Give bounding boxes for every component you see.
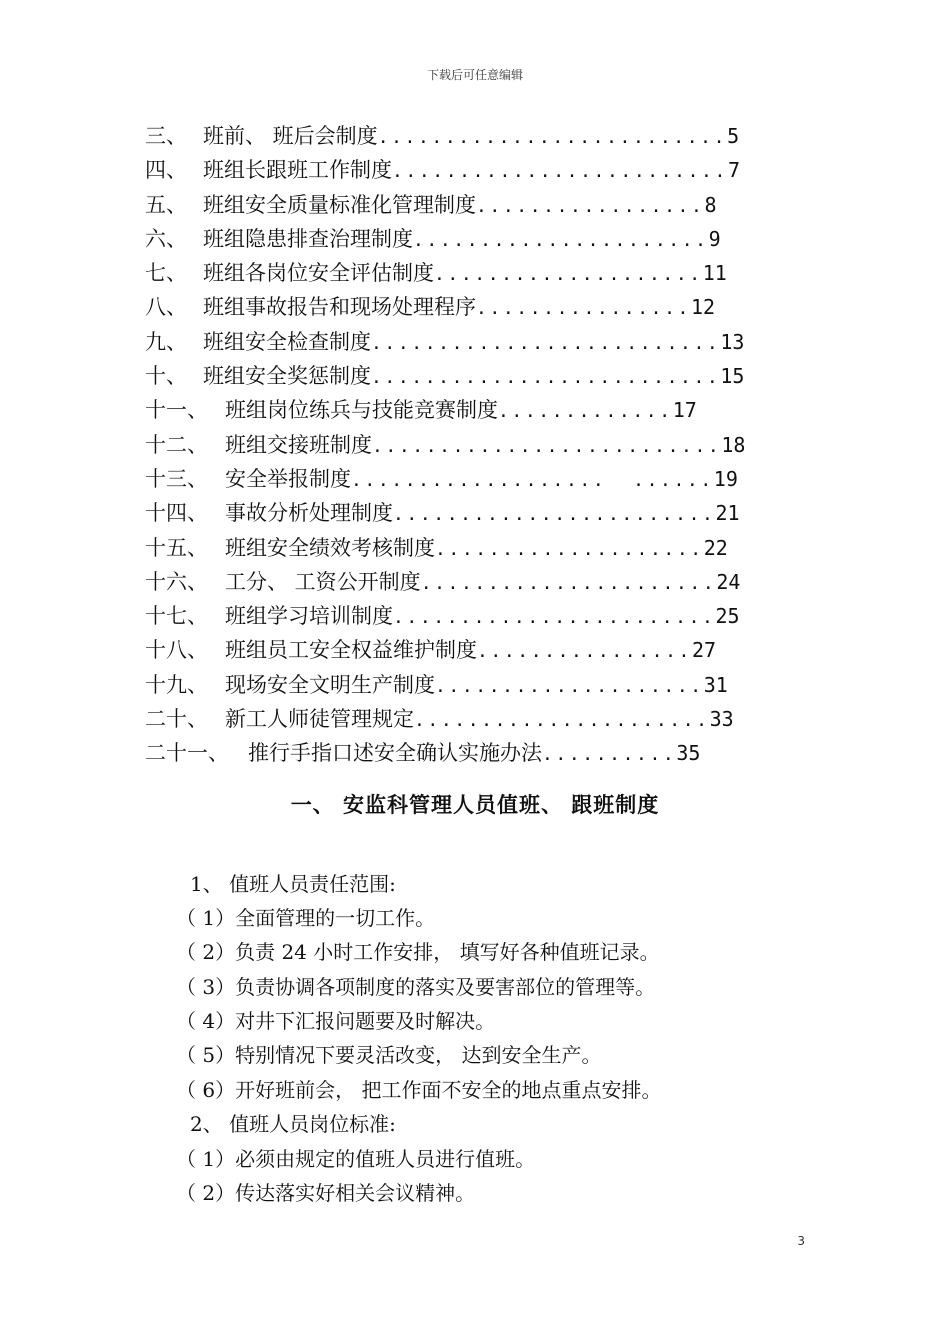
body-item: （ 1）全面管理的一切工作。 xyxy=(176,906,436,930)
toc-entry xyxy=(145,121,739,151)
body-item: （ 5）特别情况下要灵活改变， 达到安全生产。 xyxy=(176,1043,602,1067)
toc-entry xyxy=(145,258,727,288)
toc-page: 15 xyxy=(720,364,745,388)
toc-leader: .......................... xyxy=(377,127,728,148)
body-heading: 1、 值班人员责任范围: xyxy=(190,872,396,896)
toc-number: 十五、 xyxy=(145,536,208,560)
toc-title: 班前、 班后会制度 xyxy=(203,124,378,148)
toc-leader: ................ xyxy=(476,298,691,319)
toc-entry xyxy=(145,567,740,597)
toc-page: 35 xyxy=(676,741,701,765)
toc-page: 27 xyxy=(692,638,717,662)
body-item: （ 2）传达落实好相关会议精神。 xyxy=(176,1181,476,1205)
toc-title: 班组隐患排查治理制度 xyxy=(203,227,413,251)
toc-page: 7 xyxy=(727,158,740,182)
toc-page: 31 xyxy=(703,673,728,697)
toc-number: 十、 xyxy=(145,364,187,388)
page-number: 3 xyxy=(797,1234,805,1248)
body-item: （ 1）必须由规定的值班人员进行值班。 xyxy=(176,1147,536,1171)
toc-page: 8 xyxy=(704,193,717,217)
toc-number: 十四、 xyxy=(145,501,208,525)
toc-page: 13 xyxy=(720,330,745,354)
toc-leader: .......................... xyxy=(371,333,721,354)
toc-entry xyxy=(145,464,738,494)
toc-entry xyxy=(145,738,700,768)
toc-entry xyxy=(145,395,697,425)
section-title: 一、 安监科管理人员值班、 跟班制度 xyxy=(290,793,660,817)
toc-leader: ................... ...... xyxy=(351,470,714,491)
toc-entry xyxy=(145,292,715,322)
toc-entry xyxy=(145,498,740,528)
toc-number: 十二、 xyxy=(145,433,208,457)
toc-leader: ........................ xyxy=(393,607,716,628)
toc-leader: ......................... xyxy=(392,161,728,182)
toc-number: 四、 xyxy=(145,158,187,182)
toc-title: 班组事故报告和现场处理程序 xyxy=(203,295,476,319)
toc-page: 19 xyxy=(713,467,738,491)
toc-title: 班组长跟班工作制度 xyxy=(203,158,392,182)
toc-entry xyxy=(145,533,728,563)
toc-entry xyxy=(145,190,716,220)
toc-entry xyxy=(145,361,744,391)
toc-number: 十七、 xyxy=(145,604,208,628)
toc-page: 18 xyxy=(721,433,746,457)
toc-page: 24 xyxy=(716,570,741,594)
toc-leader: .................... xyxy=(434,264,703,285)
toc-title: 安全举报制度 xyxy=(225,467,351,491)
toc-page: 11 xyxy=(702,261,727,285)
toc-page: 5 xyxy=(727,124,740,148)
toc-title: 班组安全检查制度 xyxy=(203,330,371,354)
toc-number: 十一、 xyxy=(145,398,208,422)
toc-title: 推行手指口述安全确认实施办法 xyxy=(248,741,542,765)
toc-title: 班组各岗位安全评估制度 xyxy=(203,261,434,285)
toc-entry xyxy=(145,704,734,734)
toc-title: 新工人师徒管理规定 xyxy=(225,707,414,731)
toc-entry xyxy=(145,670,728,700)
toc-page: 22 xyxy=(703,536,728,560)
toc-entry xyxy=(145,224,721,254)
toc-entry xyxy=(145,430,745,460)
toc-entry xyxy=(145,635,716,665)
toc-number: 二十一、 xyxy=(145,741,229,765)
body-item: （ 2）负责 24 小时工作安排， 填写好各种值班记录。 xyxy=(176,940,660,964)
body-item: （ 3）负责协调各项制度的落实及要害部位的管理等。 xyxy=(176,975,656,999)
toc-leader: ................. xyxy=(476,196,705,217)
toc-entry xyxy=(145,155,740,185)
toc-leader: ...................... xyxy=(420,573,717,594)
toc-title: 事故分析处理制度 xyxy=(225,501,393,525)
body-heading: 2、 值班人员岗位标准: xyxy=(190,1112,396,1136)
toc-number: 五、 xyxy=(145,193,187,217)
toc-title: 班组安全奖惩制度 xyxy=(203,364,371,388)
toc-number: 七、 xyxy=(145,261,187,285)
body-item: （ 4）对井下汇报问题要及时解决。 xyxy=(176,1009,496,1033)
toc-page: 12 xyxy=(691,295,716,319)
toc-leader: .......................... xyxy=(371,367,721,388)
toc-number: 十九、 xyxy=(145,673,208,697)
toc-title: 班组安全质量标准化管理制度 xyxy=(203,193,476,217)
toc-leader: ................ xyxy=(477,641,692,662)
toc-page: 21 xyxy=(715,501,740,525)
toc-title: 班组安全绩效考核制度 xyxy=(225,536,435,560)
toc-leader: .................... xyxy=(435,676,704,697)
toc-title: 班组员工安全权益维护制度 xyxy=(225,638,477,662)
toc-number: 十六、 xyxy=(145,570,208,594)
toc-number: 八、 xyxy=(145,295,187,319)
toc-page: 25 xyxy=(715,604,740,628)
toc-leader: ...................... xyxy=(413,230,709,251)
toc-title: 班组学习培训制度 xyxy=(225,604,393,628)
toc-leader: ...................... xyxy=(414,710,710,731)
toc-title: 班组交接班制度 xyxy=(225,433,372,457)
toc-number: 十八、 xyxy=(145,638,208,662)
toc-page: 33 xyxy=(709,707,734,731)
toc-number: 十三、 xyxy=(145,467,208,491)
toc-leader: .......... xyxy=(542,744,677,765)
toc-title: 现场安全文明生产制度 xyxy=(225,673,435,697)
toc-number: 三、 xyxy=(145,124,187,148)
toc-entry xyxy=(145,327,744,357)
toc-number: 二十、 xyxy=(145,707,208,731)
toc-leader: .......................... xyxy=(372,436,722,457)
toc-title: 班组岗位练兵与技能竞赛制度 xyxy=(225,398,498,422)
page-header: 下载后可任意编辑 xyxy=(426,68,523,82)
toc-page: 17 xyxy=(672,398,697,422)
toc-leader: .................... xyxy=(435,539,704,560)
toc-page: 9 xyxy=(708,227,721,251)
toc-title: 工分、 工资公开制度 xyxy=(225,570,421,594)
toc-entry xyxy=(145,601,740,631)
toc-number: 九、 xyxy=(145,330,187,354)
toc-leader: ........................ xyxy=(393,504,716,525)
toc-number: 六、 xyxy=(145,227,187,251)
body-item: （ 6）开好班前会， 把工作面不安全的地点重点安排。 xyxy=(176,1078,662,1102)
toc-leader: ............. xyxy=(498,401,673,422)
